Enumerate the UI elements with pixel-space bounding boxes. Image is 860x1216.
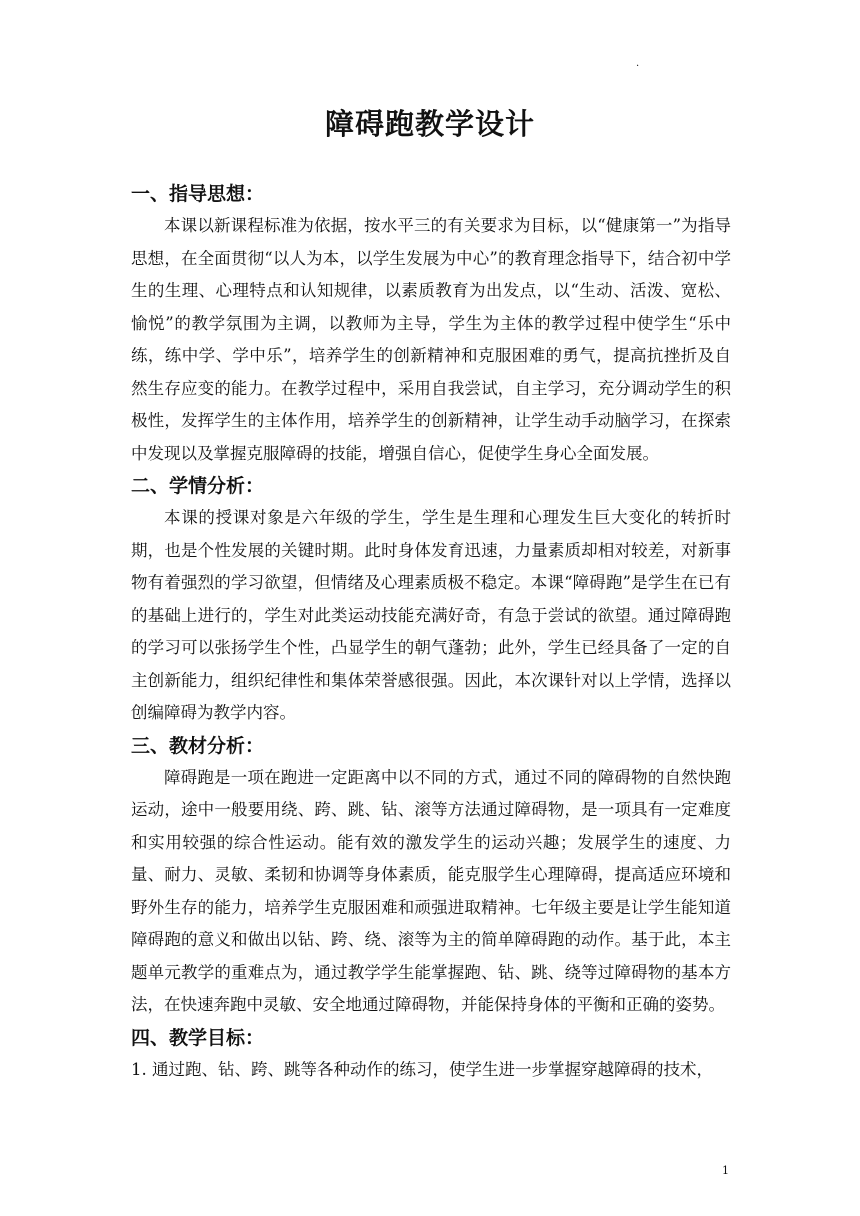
paragraph-guiding-thought: 本课以新课程标准为依据，按水平三的有关要求为目标，以“健康第一”为指导思想，在全面贯彻“以人为本，以学生发展为中心”的教育理念指导下，结合初中学生的生理、心理特点和认知规律，以素质教育为出发点，以“生动、活泼、宽松、愉悦”的教学氛围为主调，以教师为主导，学生为主体的教学过程中使学生“乐中练，练中学、学中乐”，培养学生的创新精神和克服困难的勇气，提高抗挫折及自然生存应变的能力。在教学过程中，采用自我尝试，自主学习，充分调动学生的积极性，发挥学生的主体作用，培养学生的创新精神，让学生动手动脑学习，在探索中发现以及掌握克服障碍的技能，增强自信心，促使学生身心全面发展。 [131, 216, 731, 463]
document-body [131, 178, 731, 1086]
section-heading-material-analysis: 三、教材分析： [131, 734, 265, 757]
section-heading-learner-analysis: 二、学情分析： [131, 475, 265, 497]
header-marker: . [636, 58, 640, 69]
goal-item-1: 1. 通过跑、钻、跨、跳等各种动作的练习，使学生进一步掌握穿越障碍的技术， [131, 1059, 713, 1079]
section-heading-teaching-goals: 四、教学目标： [131, 1026, 265, 1049]
section-heading-guiding-thought: 一、指导思想： [131, 183, 265, 205]
page-number: 1 [722, 1164, 729, 1177]
paragraph-material-analysis: 障碍跑是一项在跑进一定距离中以不同的方式，通过不同的障碍物的自然快跑运动，途中一般要用绕、跨、跳、钻、滚等方法通过障碍物，是一项具有一定难度和实用较强的综合性运动。能有效的激发学生的运动兴趣；发展学生的速度、力量、耐力、灵敏、柔韧和协调等身体素质，能克服学生心理障碍，提高适应环境和野外生存的能力，培养学生克服困难和顽强进取精神。七年级主要是让学生能知道障碍跑的意义和做出以钻、跨、绕、滚等为主的简单障碍跑的动作。基于此，本主题单元教学的重难点为，通过教学学生能掌握跑、钻、跳、绕等过障碍物的基本方法，在快速奔跑中灵敏、安全地通过障碍物，并能保持身体的平衡和正确的姿势。 [131, 767, 731, 1014]
page-title: 障碍跑教学设计 [324, 107, 535, 141]
paragraph-learner-analysis: 本课的授课对象是六年级的学生，学生是生理和心理发生巨大变化的转折时期，也是个性发展的关键时期。此时身体发育迅速，力量素质却相对较差，对新事物有着强烈的学习欲望，但情绪及心理素质极不稳定。本课“障碍跑”是学生在已有的基础上进行的，学生对此类运动技能充满好奇，有急于尝试的欲望。通过障碍跑的学习可以张扬学生个性，凸显学生的朝气蓬勃；此外，学生已经具备了一定的自主创新能力，组织纪律性和集体荣誉感很强。因此，本次课针对以上学情，选择以创编障碍为教学内容。 [131, 508, 731, 722]
